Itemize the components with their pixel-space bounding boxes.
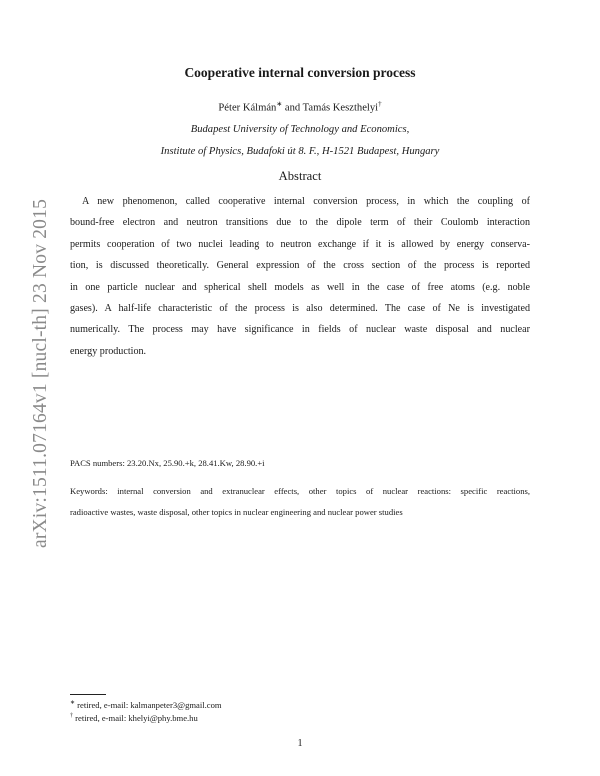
abstract-line: in one particle nuclear and spherical shell models as well in the case of free atoms (e.g. noble	[70, 281, 530, 293]
abstract-line: tion, is discussed theoretically. General expression of the cross section of the process is reported	[70, 260, 530, 272]
footnote-text: retired, e-mail: kalmanpeter3@gmail.com	[75, 699, 222, 710]
author-connector: and	[282, 102, 303, 114]
abstract-line: A new phenomenon, called cooperative internal conversion process, in which the coupling of	[82, 196, 530, 207]
abstract-line: energy production.	[70, 345, 147, 357]
abstract-heading: Abstract	[278, 169, 322, 183]
paper-title: Cooperative internal conversion process	[184, 65, 416, 80]
abstract-line: gases). A half-life characteristic of the process is also determined. The case of Ne is investigated	[70, 303, 530, 315]
abstract-line: permits cooperation of two nuclei leading to neutron exchange if it is allowed by energy conserva-	[70, 238, 530, 250]
footnote-mark: †	[70, 713, 73, 720]
footnote-text: retired, e-mail: khelyi@phy.bme.hu	[73, 713, 198, 723]
footnote-divider	[70, 694, 106, 695]
arxiv-identifier-stamp: arXiv:1511.07164v1 [nucl-th] 23 Nov 2015	[30, 198, 51, 548]
footnote	[70, 713, 198, 723]
keywords	[70, 481, 530, 523]
abstract-line: numerically. The process may have significance in fields of nuclear waste disposal and nuclear	[70, 324, 530, 336]
author-name: Tamás Keszthelyi	[302, 102, 379, 114]
author-line	[0, 100, 600, 114]
pacs-numbers: PACS numbers: 23.20.Nx, 25.90.+k, 28.41.Kw, 28.90.+i	[70, 458, 265, 468]
affiliation-line: Budapest University of Technology and Economics,	[190, 124, 410, 135]
author-footnote-mark: ∗	[276, 100, 283, 108]
abstract-line: bound-free electron and neutron transitions due to the dipole term of their Coulomb interaction	[70, 217, 530, 229]
author-name: Péter Kálmán	[218, 102, 277, 114]
footnote-mark: ∗	[70, 700, 76, 706]
footnote	[70, 699, 222, 710]
abstract-body	[70, 191, 530, 362]
keywords-line: radioactive wastes, waste disposal, other topics in nuclear engineering and nuclear power studies	[70, 507, 403, 517]
affiliation-line: Institute of Physics, Budafoki út 8. F., H-1521 Budapest, Hungary	[160, 146, 440, 157]
author-footnote-mark: †	[378, 100, 382, 108]
keywords-line: Keywords: internal conversion and extranuclear effects, other topics of nuclear reactions: specific reactions,	[70, 486, 530, 496]
page-number: 1	[297, 738, 303, 749]
